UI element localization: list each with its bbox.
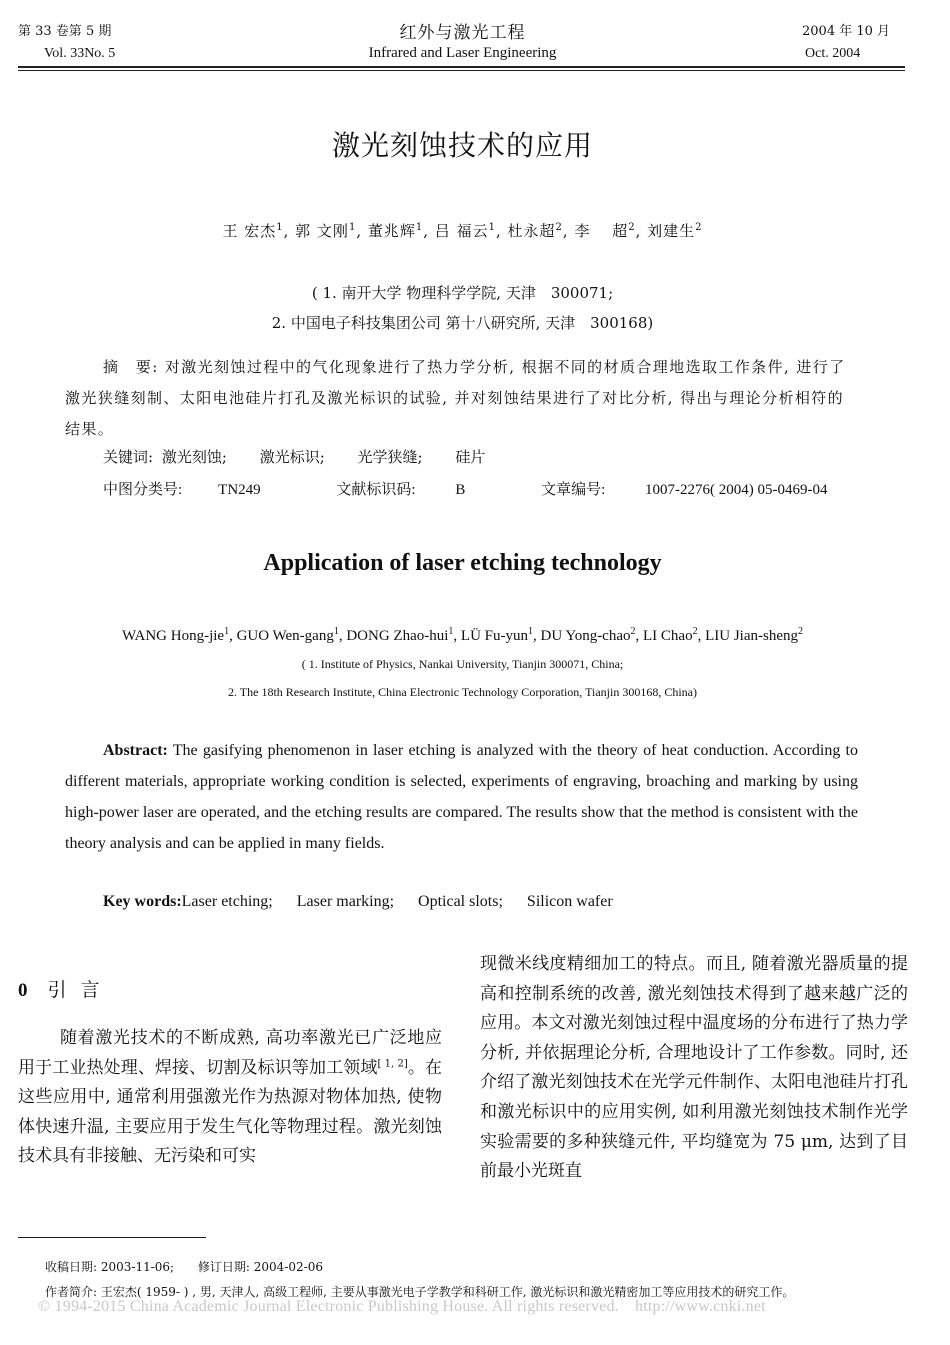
section-number: 0 bbox=[18, 980, 28, 1001]
keyword-cn: 硅片 bbox=[455, 448, 486, 466]
abstract-en-text: The gasifying phenomenon in laser etching is analyzed with the theory of heat conduction. According to different materials, appropriate working condition is selected, experiments of engraving, broaching and marking by using high-power laser are operated, and the etching results are compared. The results show that the method is consistent with the theory analysis and can be applied in many fields. bbox=[65, 742, 858, 852]
author-cn: 刘建生$^2$ bbox=[647, 222, 703, 240]
footnote-dates bbox=[45, 1258, 343, 1275]
affiliation-cn-2: 2. 中国电子科技集团公司 第十八研究所, 天津 300168) bbox=[271, 314, 654, 332]
volume-issue-en: Vol. 33No. 5 bbox=[44, 46, 116, 61]
issue-date-en: Oct. 2004 bbox=[805, 46, 861, 61]
abstract-cn-label: 摘 要: bbox=[103, 358, 159, 376]
section-title: 引言 bbox=[47, 979, 114, 1001]
author-cn: 吕 福云$^1$ bbox=[434, 222, 496, 240]
abstract-en bbox=[65, 735, 858, 859]
intro-paragraph: 随着激光技术的不断成熟, 高功率激光已广泛地应用于工业热处理、焊接、切割及标识等加工领域[ 1, 2]。在这些应用中, 通常利用强激光作为热源对物体加热, 使物体快速升温, 主要应用于发生气化等物理过程。激光刻蚀技术具有非接触、无污染和可实 bbox=[18, 1028, 443, 1167]
revised-date: 修订日期: 2004-02-06 bbox=[197, 1260, 323, 1274]
journal-name-en: Infrared and Laser Engineering bbox=[368, 45, 557, 61]
author-cn: 董兆辉$^1$ bbox=[367, 222, 424, 240]
author-en: LÜ Fu-yun$^1$ bbox=[460, 626, 533, 644]
body-column-left bbox=[18, 975, 442, 1172]
keywords-en-label: Key words: bbox=[103, 893, 182, 910]
abstract-cn-text: 对激光刻蚀过程中的气化现象进行了热力学分析, 根据不同的材质合理地选取工作条件, 进行了激光狭缝刻制、太阳电池硅片打孔及激光标识的试验, 并对刻蚀结果进行了对比分析, 得出与理论分析相符的结果。 bbox=[65, 358, 846, 438]
abstract-cn bbox=[65, 352, 860, 445]
footnote-rule bbox=[18, 1237, 206, 1238]
body-column-right bbox=[480, 950, 908, 1187]
clc-number: 中图分类号: TN249 bbox=[103, 482, 261, 498]
author-list-cn: 王 宏杰$^1$, 郭 文刚$^1$, 董兆辉$^1$, 吕 福云$^1$, 杜永超$^2$, 李 超$^2$, 刘建生$^2$ bbox=[222, 222, 703, 240]
article-title-en: Application of laser etching technology bbox=[263, 550, 662, 576]
abstract-en-label: Abstract: bbox=[103, 742, 168, 759]
keywords-en bbox=[103, 893, 633, 911]
keyword-en: Laser marking; bbox=[296, 893, 395, 910]
author-en: DU Yong-chao$^2$ bbox=[540, 626, 636, 644]
author-en: LIU Jian-sheng$^2$ bbox=[705, 626, 803, 644]
author-cn: 郭 文刚$^1$ bbox=[295, 222, 357, 240]
header-rule-thick bbox=[18, 66, 905, 68]
author-cn: 王 宏杰$^1$ bbox=[222, 222, 284, 240]
copyright-watermark: © 1994-2015 China Academic Journal Electronic Publishing House. All rights reserved. http://www.cnki.net bbox=[38, 1298, 766, 1315]
article-title-cn: 激光刻蚀技术的应用 bbox=[331, 129, 593, 162]
citation-ref[interactable]: [ 1, 2] bbox=[377, 1057, 408, 1069]
author-en: GUO Wen-gang$^1$ bbox=[236, 626, 339, 644]
received-date: 收稿日期: 2003-11-06; bbox=[45, 1260, 175, 1274]
keyword-cn: 激光标识; bbox=[259, 448, 325, 466]
classification-line bbox=[103, 478, 900, 499]
journal-name-cn: 红外与激光工程 bbox=[399, 23, 526, 43]
author-bio: 作者简介: 王宏杰( 1959- ) , 男, 天津人, 高级工程师, 主要从事激光电子学教学和科研工作, 激光标识和激光精密加工等应用技术的研究工作。 bbox=[45, 1285, 795, 1299]
header-rule-thin bbox=[18, 70, 905, 71]
author-cn: 李 超$^2$ bbox=[574, 222, 636, 240]
keywords-cn bbox=[103, 446, 513, 467]
keyword-en: Optical slots; bbox=[418, 893, 503, 910]
section-heading bbox=[18, 975, 442, 1002]
keyword-en: Laser etching; bbox=[181, 893, 273, 910]
keyword-en: Silicon wafer bbox=[526, 893, 613, 910]
affiliation-cn-1: ( 1. 南开大学 物理科学学院, 天津 300071; bbox=[311, 284, 614, 302]
affiliation-en-1: ( 1. Institute of Physics, Nankai University, Tianjin 300071, China; bbox=[301, 657, 624, 671]
intro-paragraph-continued: 现微米线度精细加工的特点。而且, 随着激光器质量的提高和控制系统的改善, 激光刻蚀技术得到了越来越广泛的应用。本文对激光刻蚀过程中温度场的分布进行了热力学分析, 并依据理论分析, 合理地设计了工作参数。同时, 还介绍了激光刻蚀技术在光学元件制作、太阳电池硅片打孔和激光标识中的应用实例, 如利用激光刻蚀技术制作光学实验需要的多种狭缝元件, 平均缝宽为 75 μm, 达到了目前最小光斑直 bbox=[480, 954, 908, 1182]
author-en: WANG Hong-jie$^1$ bbox=[122, 626, 230, 644]
author-en: LI Chao$^2$ bbox=[643, 626, 698, 644]
author-en: DONG Zhao-hui$^1$ bbox=[346, 626, 454, 644]
article-number: 文章编号: 1007-2276( 2004) 05-0469-04 bbox=[541, 482, 828, 498]
keyword-cn: 光学狭缝; bbox=[357, 448, 423, 466]
affiliation-en-2: 2. The 18th Research Institute, China Electronic Technology Corporation, Tianjin 300168, China) bbox=[228, 685, 697, 699]
document-code: 文献标识码: B bbox=[336, 482, 466, 498]
keywords-cn-label: 关键词: bbox=[103, 448, 154, 466]
issue-date-cn: 2004 年 10 月 bbox=[802, 24, 891, 39]
keyword-cn: 激光刻蚀; bbox=[161, 448, 227, 466]
volume-issue-cn: 第 33 卷第 5 期 bbox=[18, 24, 112, 39]
author-cn: 杜永超$^2$ bbox=[507, 222, 563, 240]
author-list-en: WANG Hong-jie$^1$, GUO Wen-gang$^1$, DONG Zhao-hui$^1$, LÜ Fu-yun$^1$, DU Yong-chao$^2$, LI Chao$^2$, LIU Jian-sheng$^2$ bbox=[122, 626, 803, 644]
